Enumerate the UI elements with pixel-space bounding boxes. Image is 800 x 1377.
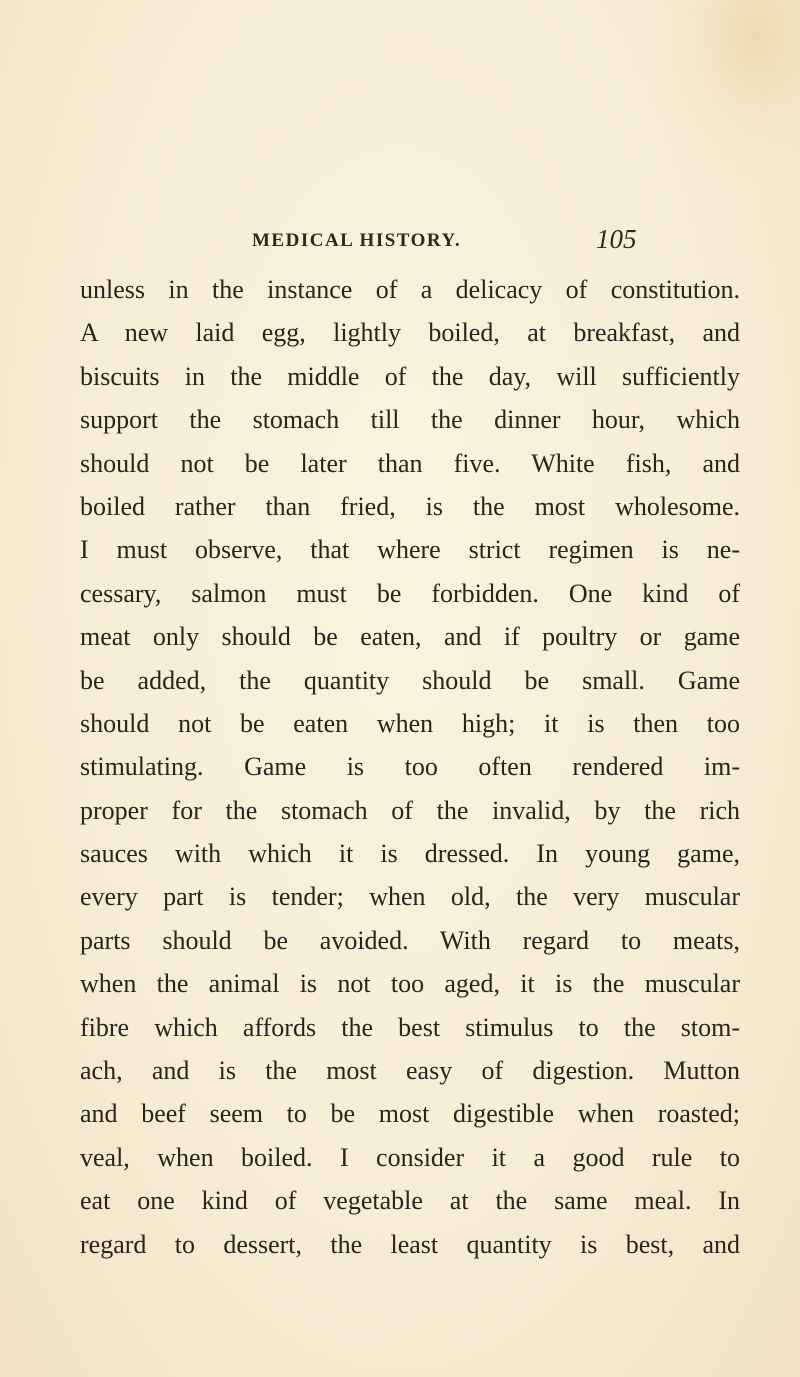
text-line: I must observe, that where strict regimen is ne-	[80, 535, 740, 565]
paper-stain	[650, 0, 800, 180]
text-line: meat only should be eaten, and if poultry or game	[80, 622, 740, 652]
text-line: A new laid egg, lightly boiled, at breakfast, and	[80, 318, 740, 348]
page-header	[0, 226, 800, 266]
running-head: MEDICAL HISTORY.	[252, 230, 462, 251]
text-line: every part is tender; when old, the very muscular	[80, 882, 740, 912]
text-line: biscuits in the middle of the day, will sufficiently	[80, 361, 740, 391]
text-line: regard to dessert, the least quantity is best, and	[80, 1229, 740, 1259]
body-text	[80, 268, 740, 1266]
text-line: parts should be avoided. With regard to meats,	[80, 925, 740, 955]
text-line: stimulating. Game is too often rendered im-	[80, 752, 740, 782]
text-line: should not be later than five. White fish, and	[80, 448, 740, 478]
text-line: eat one kind of vegetable at the same meal. In	[80, 1186, 740, 1216]
text-line: and beef seem to be most digestible when roasted;	[80, 1099, 740, 1129]
text-line: be added, the quantity should be small. Game	[80, 665, 740, 695]
text-line: unless in the instance of a delicacy of constitution.	[80, 275, 740, 304]
text-line: veal, when boiled. I consider it a good rule to	[80, 1142, 740, 1172]
text-line: boiled rather than fried, is the most wholesome.	[80, 491, 740, 521]
page-number: 105	[596, 224, 637, 254]
text-line: should not be eaten when high; it is then too	[80, 708, 740, 738]
text-line: ach, and is the most easy of digestion. Mutton	[80, 1056, 740, 1086]
text-line: when the animal is not too aged, it is the muscular	[80, 969, 740, 999]
text-line: cessary, salmon must be forbidden. One kind of	[80, 578, 740, 608]
text-line: support the stomach till the dinner hour, which	[80, 405, 740, 435]
text-line: fibre which affords the best stimulus to the stom-	[80, 1012, 740, 1042]
text-line: sauces with which it is dressed. In young game,	[80, 839, 740, 869]
text-line: proper for the stomach of the invalid, by the rich	[80, 795, 740, 825]
